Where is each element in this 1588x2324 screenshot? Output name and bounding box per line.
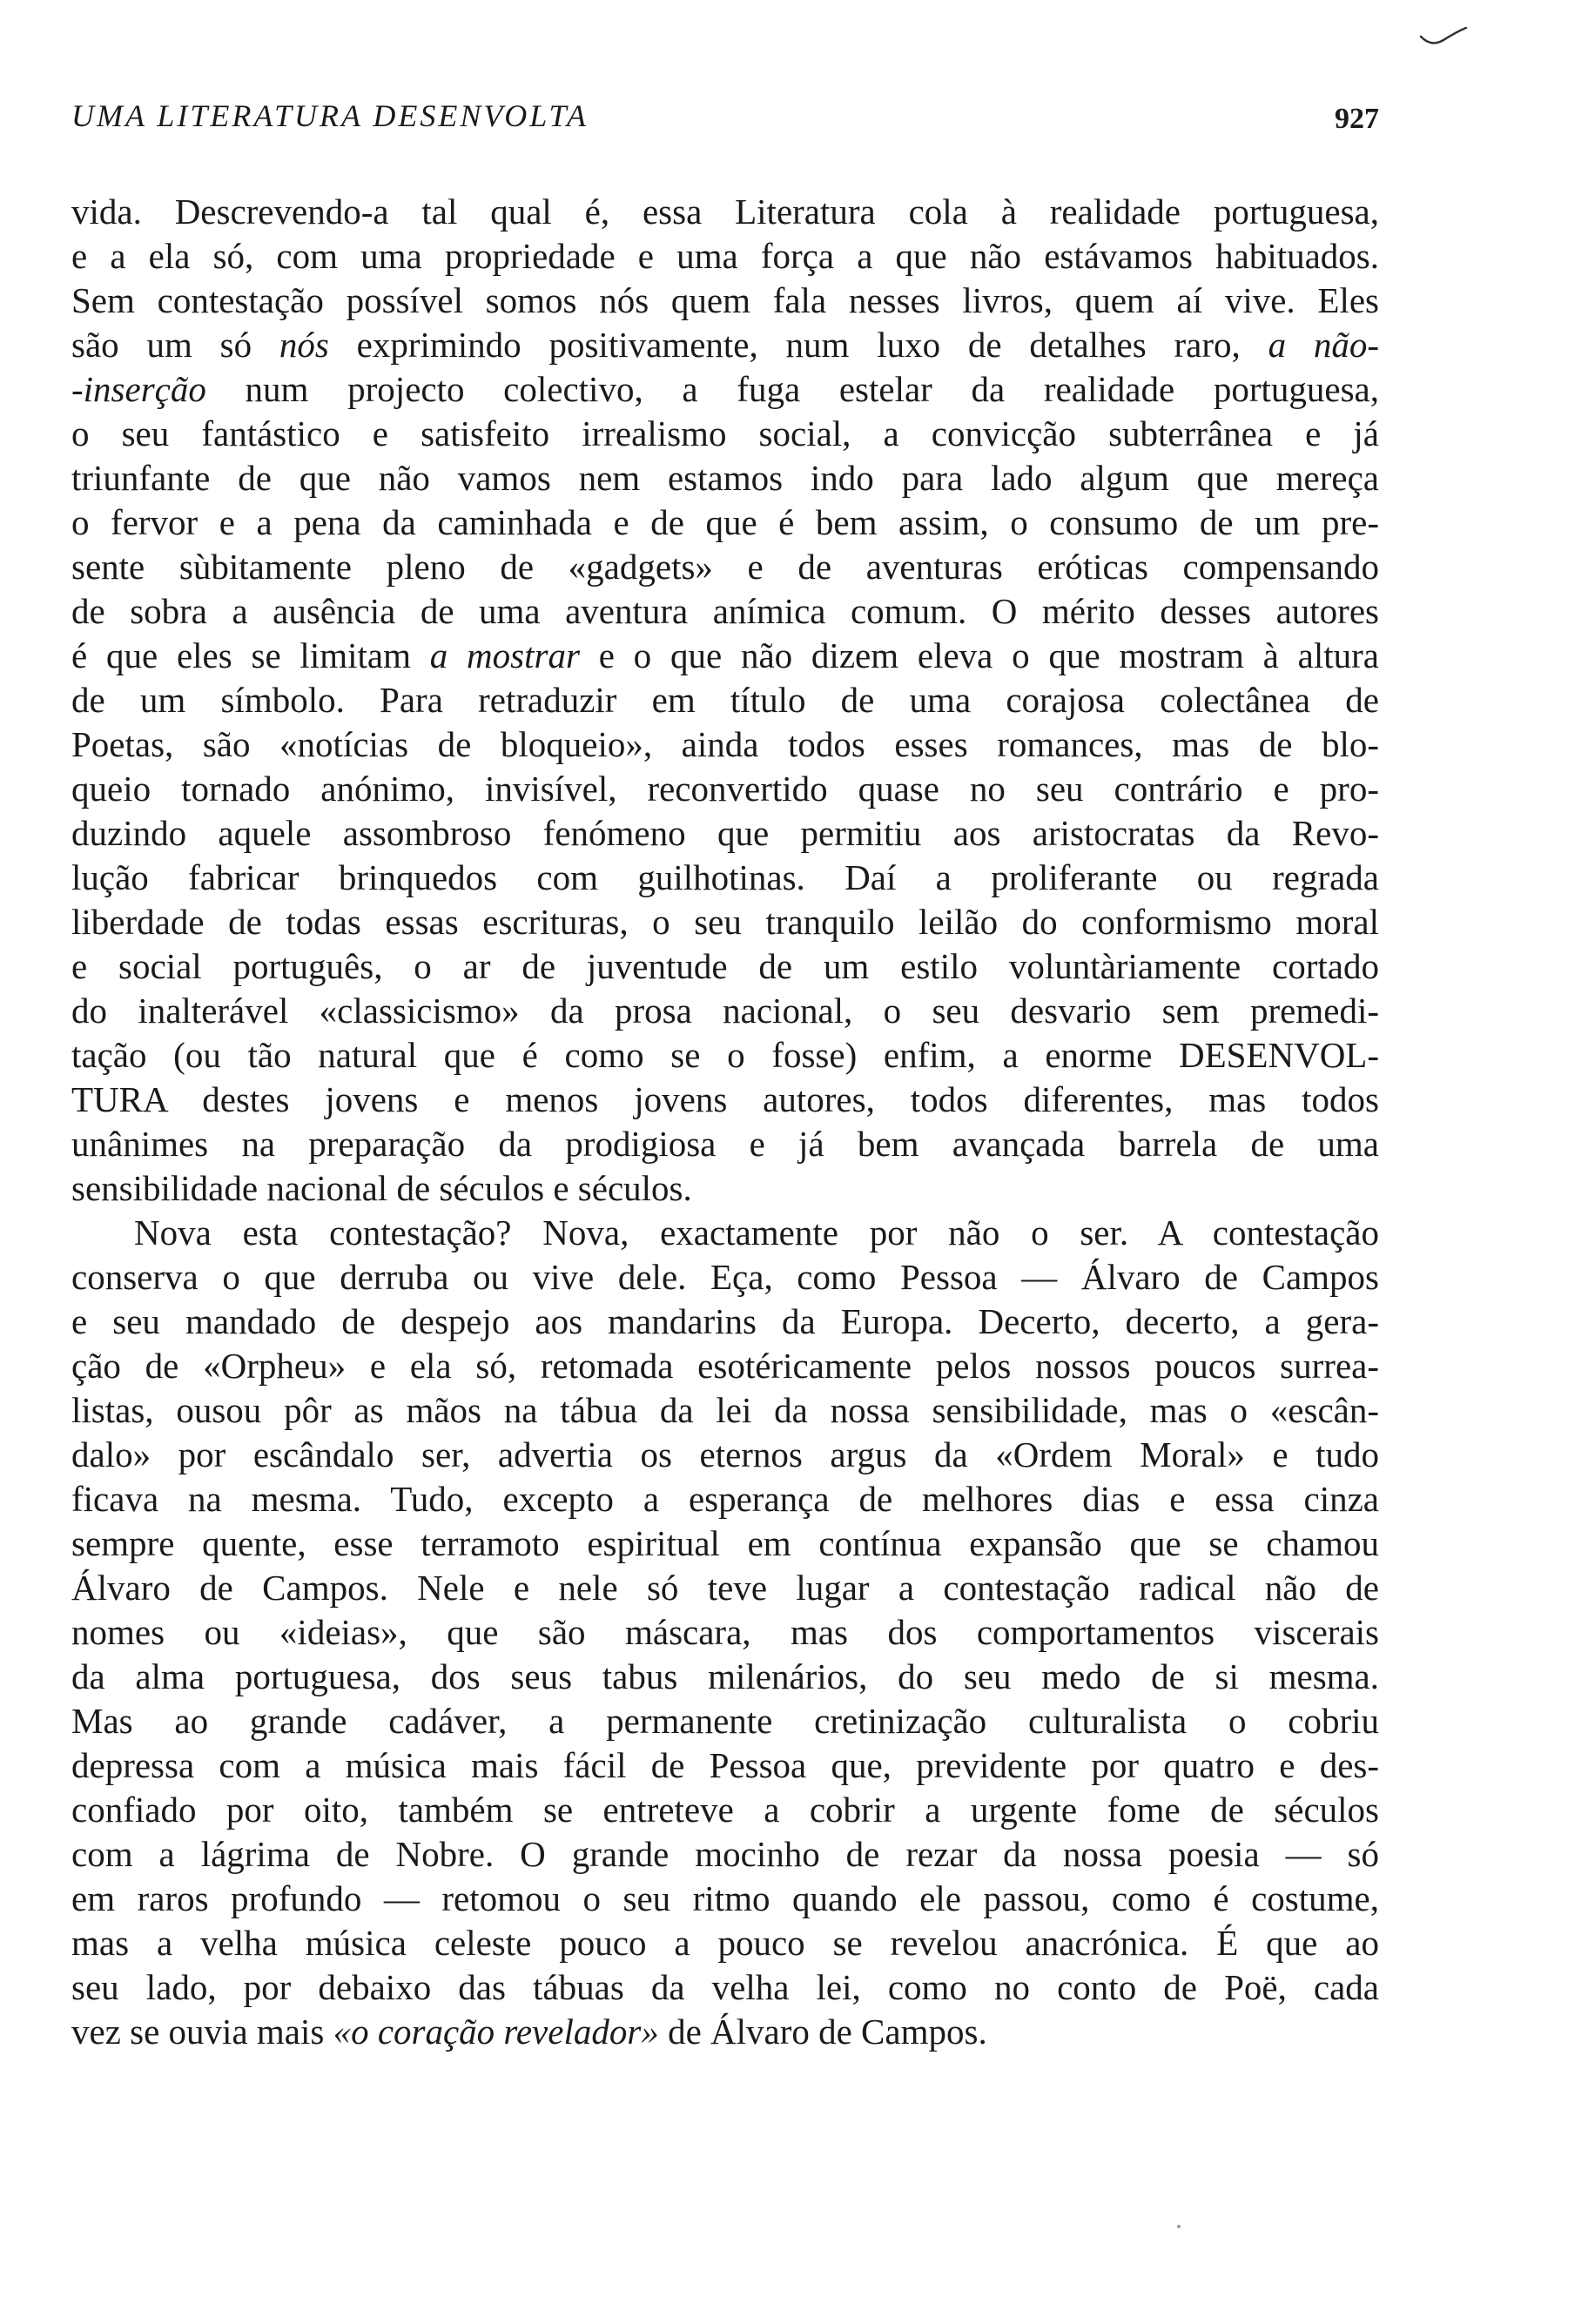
text-line: do inalterável «classicismo» da prosa nacional, o seu desvario sem premedi- (71, 991, 1379, 1031)
text-line: nomes ou «ideias», que são máscara, mas dos comportamentos viscerais (71, 1612, 1379, 1652)
italic-segment: -inserção (71, 369, 206, 409)
text-line: depressa com a música mais fácil de Pessoa que, previdente por quatro e des- (71, 1745, 1379, 1785)
text-segment: exprimindo positivamente, num luxo de detalhes raro, (328, 325, 1268, 365)
text-line (71, 2010, 1379, 2054)
text-line: de sobra a ausência de uma aventura anímica comum. O mérito desses autores (71, 591, 1379, 631)
text-line: unânimes na preparação da prodigiosa e já bem avançada barrela de uma (71, 1124, 1379, 1164)
running-title: UMA LITERATURA DESENVOLTA (71, 98, 589, 133)
text-segment: são um só (71, 325, 279, 365)
text-line: sente sùbitamente pleno de «gadgets» e de aventuras eróticas compensando (71, 547, 1379, 587)
text-segment: vez se ouvia mais (71, 2012, 333, 2052)
italic-segment: «o coração revelador» (333, 2012, 659, 2052)
italic-segment: a não- (1268, 325, 1380, 365)
paragraph-1 (71, 190, 1379, 1211)
text-line: com a lágrima de Nobre. O grande mocinho de rezar da nossa poesia — só (71, 1834, 1379, 1874)
text-line: em raros profundo — retomou o seu ritmo quando ele passou, como é costume, (71, 1878, 1379, 1918)
text-line: ficava na mesma. Tudo, excepto a esperança de melhores dias e essa cinza (71, 1479, 1379, 1519)
text-segment: num projecto colectivo, a fuga estelar da realidade portuguesa, (205, 369, 1379, 409)
text-line: vida. Descrevendo-a tal qual é, essa Literatura cola à realidade portuguesa, (71, 191, 1379, 232)
text-line: e seu mandado de despejo aos mandarins da Europa. Decerto, decerto, a gera- (71, 1301, 1379, 1341)
text-line: confiado por oito, também se entreteve a cobrir a urgente fome de séculos (71, 1790, 1379, 1830)
paragraph-2 (71, 1211, 1379, 2054)
text-line (71, 323, 1379, 367)
text-line: Sem contestação possível somos nós quem fala nesses livros, quem aí vive. Eles (71, 280, 1379, 320)
text-line: Poetas, são «notícias de bloqueio», ainda todos esses romances, mas de blo- (71, 724, 1379, 764)
italic-segment: nós (279, 325, 329, 365)
text-line: tação (ou tão natural que é como se o fosse) enfim, a enorme DESENVOL- (71, 1035, 1379, 1075)
text-line (71, 367, 1379, 412)
text-line: Álvaro de Campos. Nele e nele só teve lugar a contestação radical não de (71, 1568, 1379, 1608)
text-line: queio tornado anónimo, invisível, reconvertido quase no seu contrário e pro- (71, 769, 1379, 809)
text-line: Nova esta contestação? Nova, exactamente por não o ser. A contestação (134, 1212, 1379, 1253)
text-line: lução fabricar brinquedos com guilhotinas. Daí a proliferante ou regrada (71, 857, 1379, 897)
handwritten-mark (1417, 24, 1470, 50)
text-line: o seu fantástico e satisfeito irrealismo social, a convicção subterrânea e já (71, 413, 1379, 453)
italic-segment: a mostrar (429, 635, 580, 675)
text-line: dalo» por escândalo ser, advertia os eternos argus da «Ordem Moral» e tudo (71, 1434, 1379, 1474)
text-line: TURA destes jovens e menos jovens autores, todos diferentes, mas todos (71, 1079, 1379, 1119)
text-segment: de Álvaro de Campos. (658, 2012, 987, 2052)
text-line: de um símbolo. Para retraduzir em título de uma corajosa colectânea de (71, 680, 1379, 720)
text-line: seu lado, por debaixo das tábuas da velha lei, como no conto de Poë, cada (71, 1967, 1379, 2007)
text-segment: e o que não dizem eleva o que mostram à altura (579, 635, 1379, 675)
text-line: conserva o que derruba ou vive dele. Eça, como Pessoa — Álvaro de Campos (71, 1257, 1379, 1297)
text-line: sensibilidade nacional de séculos e séculos. (71, 1168, 692, 1208)
text-segment: é que eles se limitam (71, 635, 430, 675)
body-text (71, 190, 1379, 2054)
text-line: triunfante de que não vamos nem estamos indo para lado algum que mereça (71, 458, 1379, 498)
page-number: 927 (1335, 103, 1379, 135)
text-line: sempre quente, esse terramoto espiritual em contínua expansão que se chamou (71, 1523, 1379, 1563)
text-line: Mas ao grande cadáver, a permanente cretinização culturalista o cobriu (71, 1701, 1379, 1741)
text-line: duzindo aquele assombroso fenómeno que permitiu aos aristocratas da Revo- (71, 813, 1379, 853)
text-line: ção de «Orpheu» e ela só, retomada esotéricamente pelos nossos poucos surrea- (71, 1346, 1379, 1386)
text-line: listas, ousou pôr as mãos na tábua da lei da nossa sensibilidade, mas o «escân- (71, 1390, 1379, 1430)
text-line: e a ela só, com uma propriedade e uma força a que não estávamos habituados. (71, 236, 1379, 276)
text-line (71, 634, 1379, 678)
text-line: da alma portuguesa, dos seus tabus milenários, do seu medo de si mesma. (71, 1656, 1379, 1696)
text-line: o fervor e a pena da caminhada e de que é bem assim, o consumo de um pre- (71, 502, 1379, 542)
text-line: liberdade de todas essas escrituras, o seu tranquilo leilão do conformismo moral (71, 902, 1379, 942)
scan-speck (1177, 2225, 1181, 2228)
text-line: e social português, o ar de juventude de um estilo voluntàriamente cortado (71, 946, 1379, 986)
running-head (71, 97, 1379, 141)
text-line: mas a velha música celeste pouco a pouco se revelou anacrónica. É que ao (71, 1923, 1379, 1963)
